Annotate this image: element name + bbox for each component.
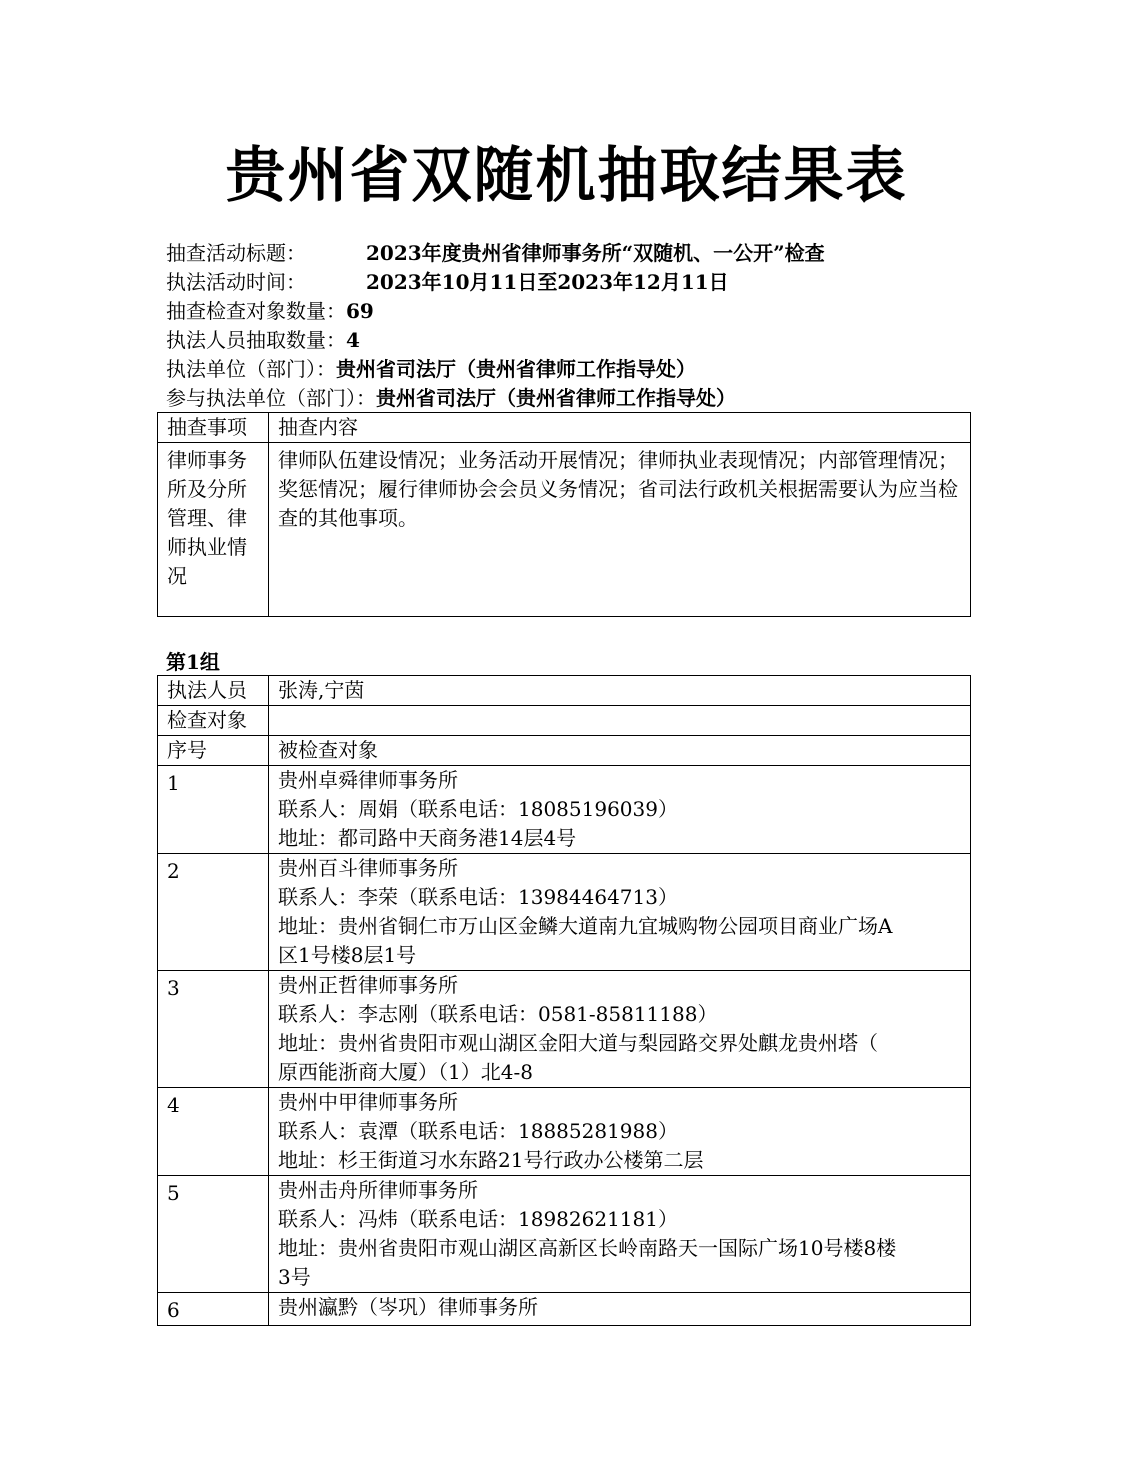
meta-value: 贵州省司法厅（贵州省律师工作指导处） [376, 386, 736, 410]
table-row [158, 971, 971, 1088]
meta-value: 4 [346, 328, 360, 352]
object-value [269, 706, 971, 736]
group-title: 第1组 [166, 650, 220, 674]
meta-object-count [166, 297, 374, 326]
meta-label: 抽查检查对象数量： [166, 299, 346, 323]
firm-address: 地址：贵州省贵阳市观山湖区金阳大道与梨园路交界处麒龙贵州塔（ [278, 1031, 878, 1055]
table-row [158, 413, 971, 443]
row-number: 6 [158, 1293, 269, 1326]
meta-value: 2023年度贵州省律师事务所“双随机、一公开”检查 [366, 241, 825, 265]
meta-joint-unit [166, 384, 736, 413]
target-cell [269, 1293, 971, 1326]
table-row [158, 736, 971, 766]
firm-name: 贵州卓舜律师事务所 [278, 768, 458, 792]
meta-time [166, 268, 729, 297]
firm-address: 地址：贵州省贵阳市观山湖区高新区长岭南路天一国际广场10号楼8楼 [278, 1236, 897, 1260]
meta-label: 执法活动时间： [166, 270, 306, 294]
meta-staff-count [166, 326, 360, 355]
firm-name: 贵州击舟所律师事务所 [278, 1178, 478, 1202]
group-table [157, 675, 971, 1326]
column-header: 抽查内容 [269, 413, 971, 443]
row-number: 2 [158, 854, 269, 971]
target-cell [269, 1088, 971, 1176]
firm-address: 地址：都司路中天商务港14层4号 [278, 826, 577, 850]
firm-name: 贵州瀛黔（岑巩）律师事务所 [278, 1295, 538, 1319]
target-cell [269, 766, 971, 854]
meta-value: 69 [346, 299, 374, 323]
target-cell [269, 971, 971, 1088]
firm-address: 地址：贵州省铜仁市万山区金鳞大道南九宜城购物公园项目商业广场A [278, 914, 893, 938]
column-header: 抽查事项 [158, 413, 269, 443]
meta-value: 贵州省司法厅（贵州省律师工作指导处） [336, 357, 696, 381]
target-header: 被检查对象 [269, 736, 971, 766]
staff-value: 张涛,宁茵 [269, 676, 971, 706]
table-row [158, 1293, 971, 1326]
row-number: 3 [158, 971, 269, 1088]
meta-value: 2023年10月11日至2023年12月11日 [366, 270, 729, 294]
table-row [158, 443, 971, 617]
table-row [158, 1088, 971, 1176]
firm-address-cont: 3号 [278, 1265, 311, 1289]
table-row [158, 676, 971, 706]
target-cell [269, 1176, 971, 1293]
staff-label: 执法人员 [158, 676, 269, 706]
table-row [158, 766, 971, 854]
row-number: 5 [158, 1176, 269, 1293]
firm-name: 贵州中甲律师事务所 [278, 1090, 458, 1114]
scope-table [157, 412, 971, 617]
document-title: 贵州省双随机抽取结果表 [225, 141, 908, 211]
meta-label: 参与执法单位（部门）： [166, 386, 376, 410]
row-number: 4 [158, 1088, 269, 1176]
firm-contact: 联系人：袁潭（联系电话：18885281988） [278, 1119, 678, 1143]
firm-address-cont: 区1号楼8层1号 [278, 943, 417, 967]
table-row [158, 706, 971, 736]
table-row [158, 854, 971, 971]
firm-contact: 联系人：李荣（联系电话：13984464713） [278, 885, 678, 909]
firm-contact: 联系人：冯炜（联系电话：18982621181） [278, 1207, 678, 1231]
meta-unit [166, 355, 696, 384]
firm-name: 贵州百斗律师事务所 [278, 856, 458, 880]
scope-content-cell: 律师队伍建设情况；业务活动开展情况；律师执业表现情况；内部管理情况；奖惩情况；履行律师协会会员义务情况；省司法行政机关根据需要认为应当检查的其他事项。 [269, 443, 971, 617]
table-row [158, 1176, 971, 1293]
meta-activity-title [166, 239, 825, 268]
firm-address-cont: 原西能浙商大厦）（1）北4-8 [278, 1060, 533, 1084]
seq-header: 序号 [158, 736, 269, 766]
object-label: 检查对象 [158, 706, 269, 736]
firm-contact: 联系人：李志刚（联系电话：0581-85811188） [278, 1002, 718, 1026]
firm-name: 贵州正哲律师事务所 [278, 973, 458, 997]
firm-contact: 联系人：周娟（联系电话：18085196039） [278, 797, 678, 821]
meta-label: 执法人员抽取数量： [166, 328, 346, 352]
row-number: 1 [158, 766, 269, 854]
scope-item-cell: 律师事务所及分所管理、律师执业情况 [158, 443, 269, 617]
firm-address: 地址：杉王街道习水东路21号行政办公楼第二层 [278, 1148, 704, 1172]
meta-label: 抽查活动标题： [166, 241, 306, 265]
meta-label: 执法单位（部门）： [166, 357, 336, 381]
target-cell [269, 854, 971, 971]
